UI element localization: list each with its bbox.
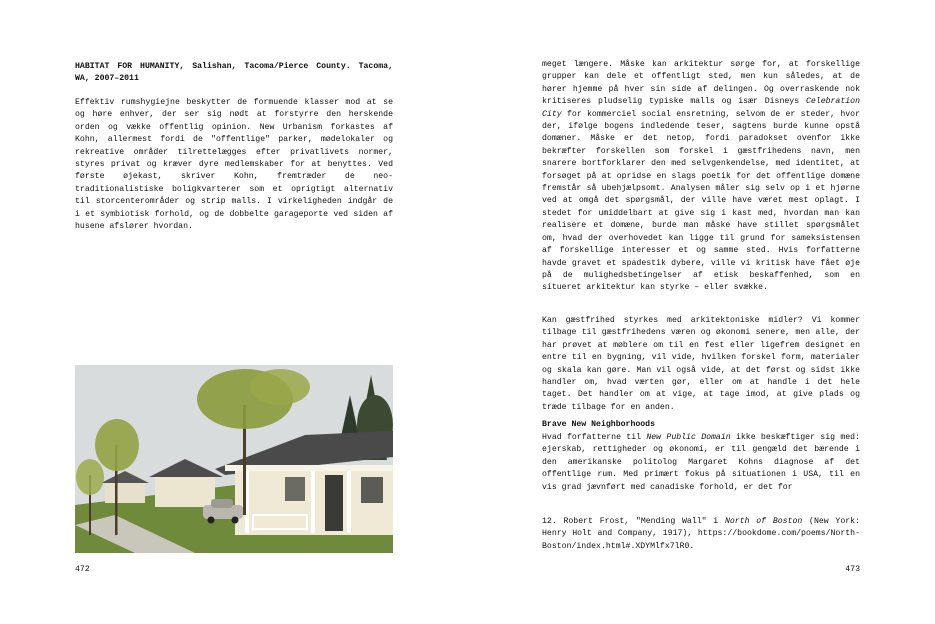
footnote-12: 12. Robert Frost, "Mending Wall" i North of Boston (New York: Henry Holt and Company, 1917), https://bookdome.com/poems/North-Boston/index.html#.XDYMlfx7lR0. — [542, 517, 860, 551]
photo-caption: HABITAT FOR HUMANITY, Salishan, Tacoma/Pierce County. Tacoma, WA, 2007–2011 — [75, 62, 393, 84]
left-page — [0, 0, 467, 624]
page-number-right: 473 — [845, 565, 860, 574]
page-number-left: 472 — [75, 565, 90, 574]
suburban-houses-photo — [75, 365, 393, 553]
section-heading: Brave New Neighborhoods — [542, 420, 656, 429]
right-page — [467, 0, 935, 624]
right-paragraph-2: Kan gæstfrihed styrkes med arkitektoniske midler? Vi kommer tilbage til gæstfrihedens væren og økonomi senere, men alle, der har prøvet at møblere om til en fest eller ligefrem designet en entre til en bygning, vil vide, hvilken forskel form, materialer og skala kan gøre. Man vil også vide, at det først og sidst ikke handler om, hvad værten gør, eller om at handle i det hele taget. Det handler om at vige, at tage imod, at give plads og træde tilbage for en anden. — [542, 316, 860, 412]
photo-illustration — [75, 365, 393, 553]
right-paragraph-3: Hvad forfatterne til New Public Domain ikke beskæftiger sig med: ejerskab, rettigheder og økonomi, er til gengæld det bærende i den amerikanske politolog Margaret Kohns diagnose af det offentlige rum. Med primært fokus på situationen i USA, til en vis grad jævnført med canadiske forhold, er det for — [542, 433, 860, 492]
left-body-paragraph: Effektiv rumshygiejne beskytter de formuende klasser mod at se og høre enhver, der ser sig nødt at forstyrre den herskende orden og vække offentlig opinion. New Urbanism forkastes af Kohn, allermest fordi de "offentlige" parker, mødelokaler og rekreative områder tilrettelægges efter privatlivets normer, styres privat og kræver dyre medlemskaber for at benyttes. Ved første øjekast, skriver Kohn, fremtræder de neo-traditionalistiske boligkvarterer som et oprigtigt alternativ til storcenterområder og strip malls. I virkeligheden indgår de i et symbiotisk forhold, og de dobbelte garageporte ved siden af husene afslører hvordan. — [75, 98, 393, 232]
right-paragraph-1: meget længere. Måske kan arkitektur sørge for, at forskellige grupper kan dele et offentligt sted, men kun således, at de hører hjemme på hver sin side af delingen. Og overraskende nok kritiseres pludselig typiske malls og især Disneys Celebration City for kommerciel social ensretning, selvom de er steder, hvor der, ifølge bogens indledende teser, sagtens burde kunne opstå domæner. Måske er det netop, fordi paradokset ovenfor ikke bekræfter forskellen som forskel i gæstfrihedens navn, men snarere bortforklarer den med selvgenkendelse, med identitet, at forsøget på at opridse en slags poetik for det offentlige domæne fremstår så ubehjælpsomt. Analysen måler sig selv op i et hjørne ved at omgå det spørgsmål, der ville have været mest oplagt. I stedet for umiddelbart at give sig i kast med, hvordan man kan realisere et domæne, burde man måske have stillet spørgsmålet om, hvad der overhovedet kan ligge til grund for sameksistensen af forskellige interesser et og samme sted. Hvis forfatterne havde gravet et spadestik dybere, ville vi kritisk have fået øje på de mulighedsbetingelser af etisk beskaffenhed, som en situeret arkitektur kan styrke – eller svække. — [542, 60, 860, 293]
